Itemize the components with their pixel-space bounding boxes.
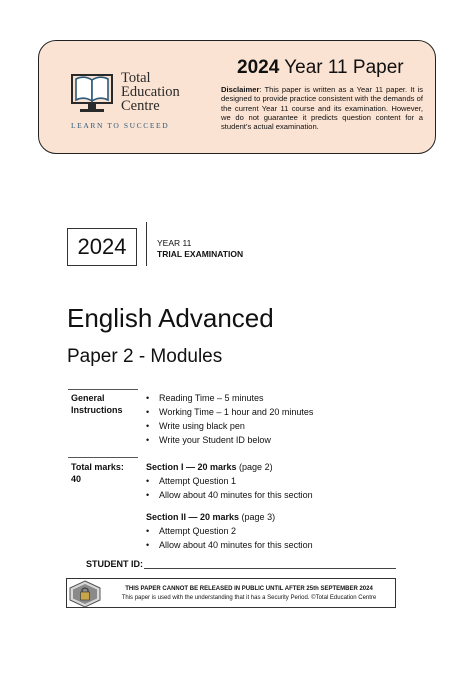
student-id-field[interactable] <box>144 568 396 569</box>
book-monitor-icon <box>69 71 117 117</box>
security-lock-icon <box>67 579 103 609</box>
security-footer <box>66 578 396 608</box>
security-notice: This paper is used with the understanding that it has a Security Period. ©Total Education Centre <box>121 595 377 601</box>
list-item: • Working Time – 1 hour and 20 minutes <box>146 406 313 420</box>
list-item: • Allow about 40 minutes for this section <box>146 489 313 503</box>
logo-name: Total Education Centre <box>121 70 180 114</box>
general-instructions-list <box>146 392 313 448</box>
list-item: • Allow about 40 minutes for this section <box>146 539 313 553</box>
divider-vertical <box>146 222 147 266</box>
section-1-heading: Section I — 20 marks (page 2) <box>146 462 273 472</box>
exam-year-box: 2024 <box>67 228 137 266</box>
list-item: • Reading Time – 5 minutes <box>146 392 313 406</box>
paper-title: 2024 Year 11 Paper <box>237 57 404 78</box>
header-panel <box>38 40 436 154</box>
logo-tagline: LEARN TO SUCCEED <box>71 121 170 130</box>
list-item: • Write your Student ID below <box>146 434 313 448</box>
section-1-list <box>146 475 313 503</box>
divider-marks <box>68 457 138 458</box>
release-notice: THIS PAPER CANNOT BE RELEASED IN PUBLIC UNTIL AFTER 25th SEPTEMBER 2024 <box>125 586 373 592</box>
section-2-heading: Section II — 20 marks (page 3) <box>146 512 276 522</box>
student-id-label: STUDENT ID: <box>86 559 143 569</box>
year-level: YEAR 11 <box>157 238 192 248</box>
disclaimer: Disclaimer: This paper is written as a Year 11 paper. It is designed to provide practice consistent with the demands of the current Year 11 course and its examination. However, we do not guarantee it predicts question content for a student’s actual examination. <box>221 85 423 132</box>
logo <box>69 71 209 141</box>
section-2-list <box>146 525 313 553</box>
paper-subtitle: Paper 2 - Modules <box>67 346 223 367</box>
list-item: • Write using black pen <box>146 420 313 434</box>
list-item: • Attempt Question 2 <box>146 525 313 539</box>
total-marks-label: Total marks: 40 <box>71 462 124 484</box>
general-instructions-label: General Instructions <box>71 393 123 415</box>
list-item: • Attempt Question 1 <box>146 475 313 489</box>
divider-general <box>68 389 138 390</box>
subject-title: English Advanced <box>67 303 274 333</box>
exam-type: TRIAL EXAMINATION <box>157 249 244 259</box>
